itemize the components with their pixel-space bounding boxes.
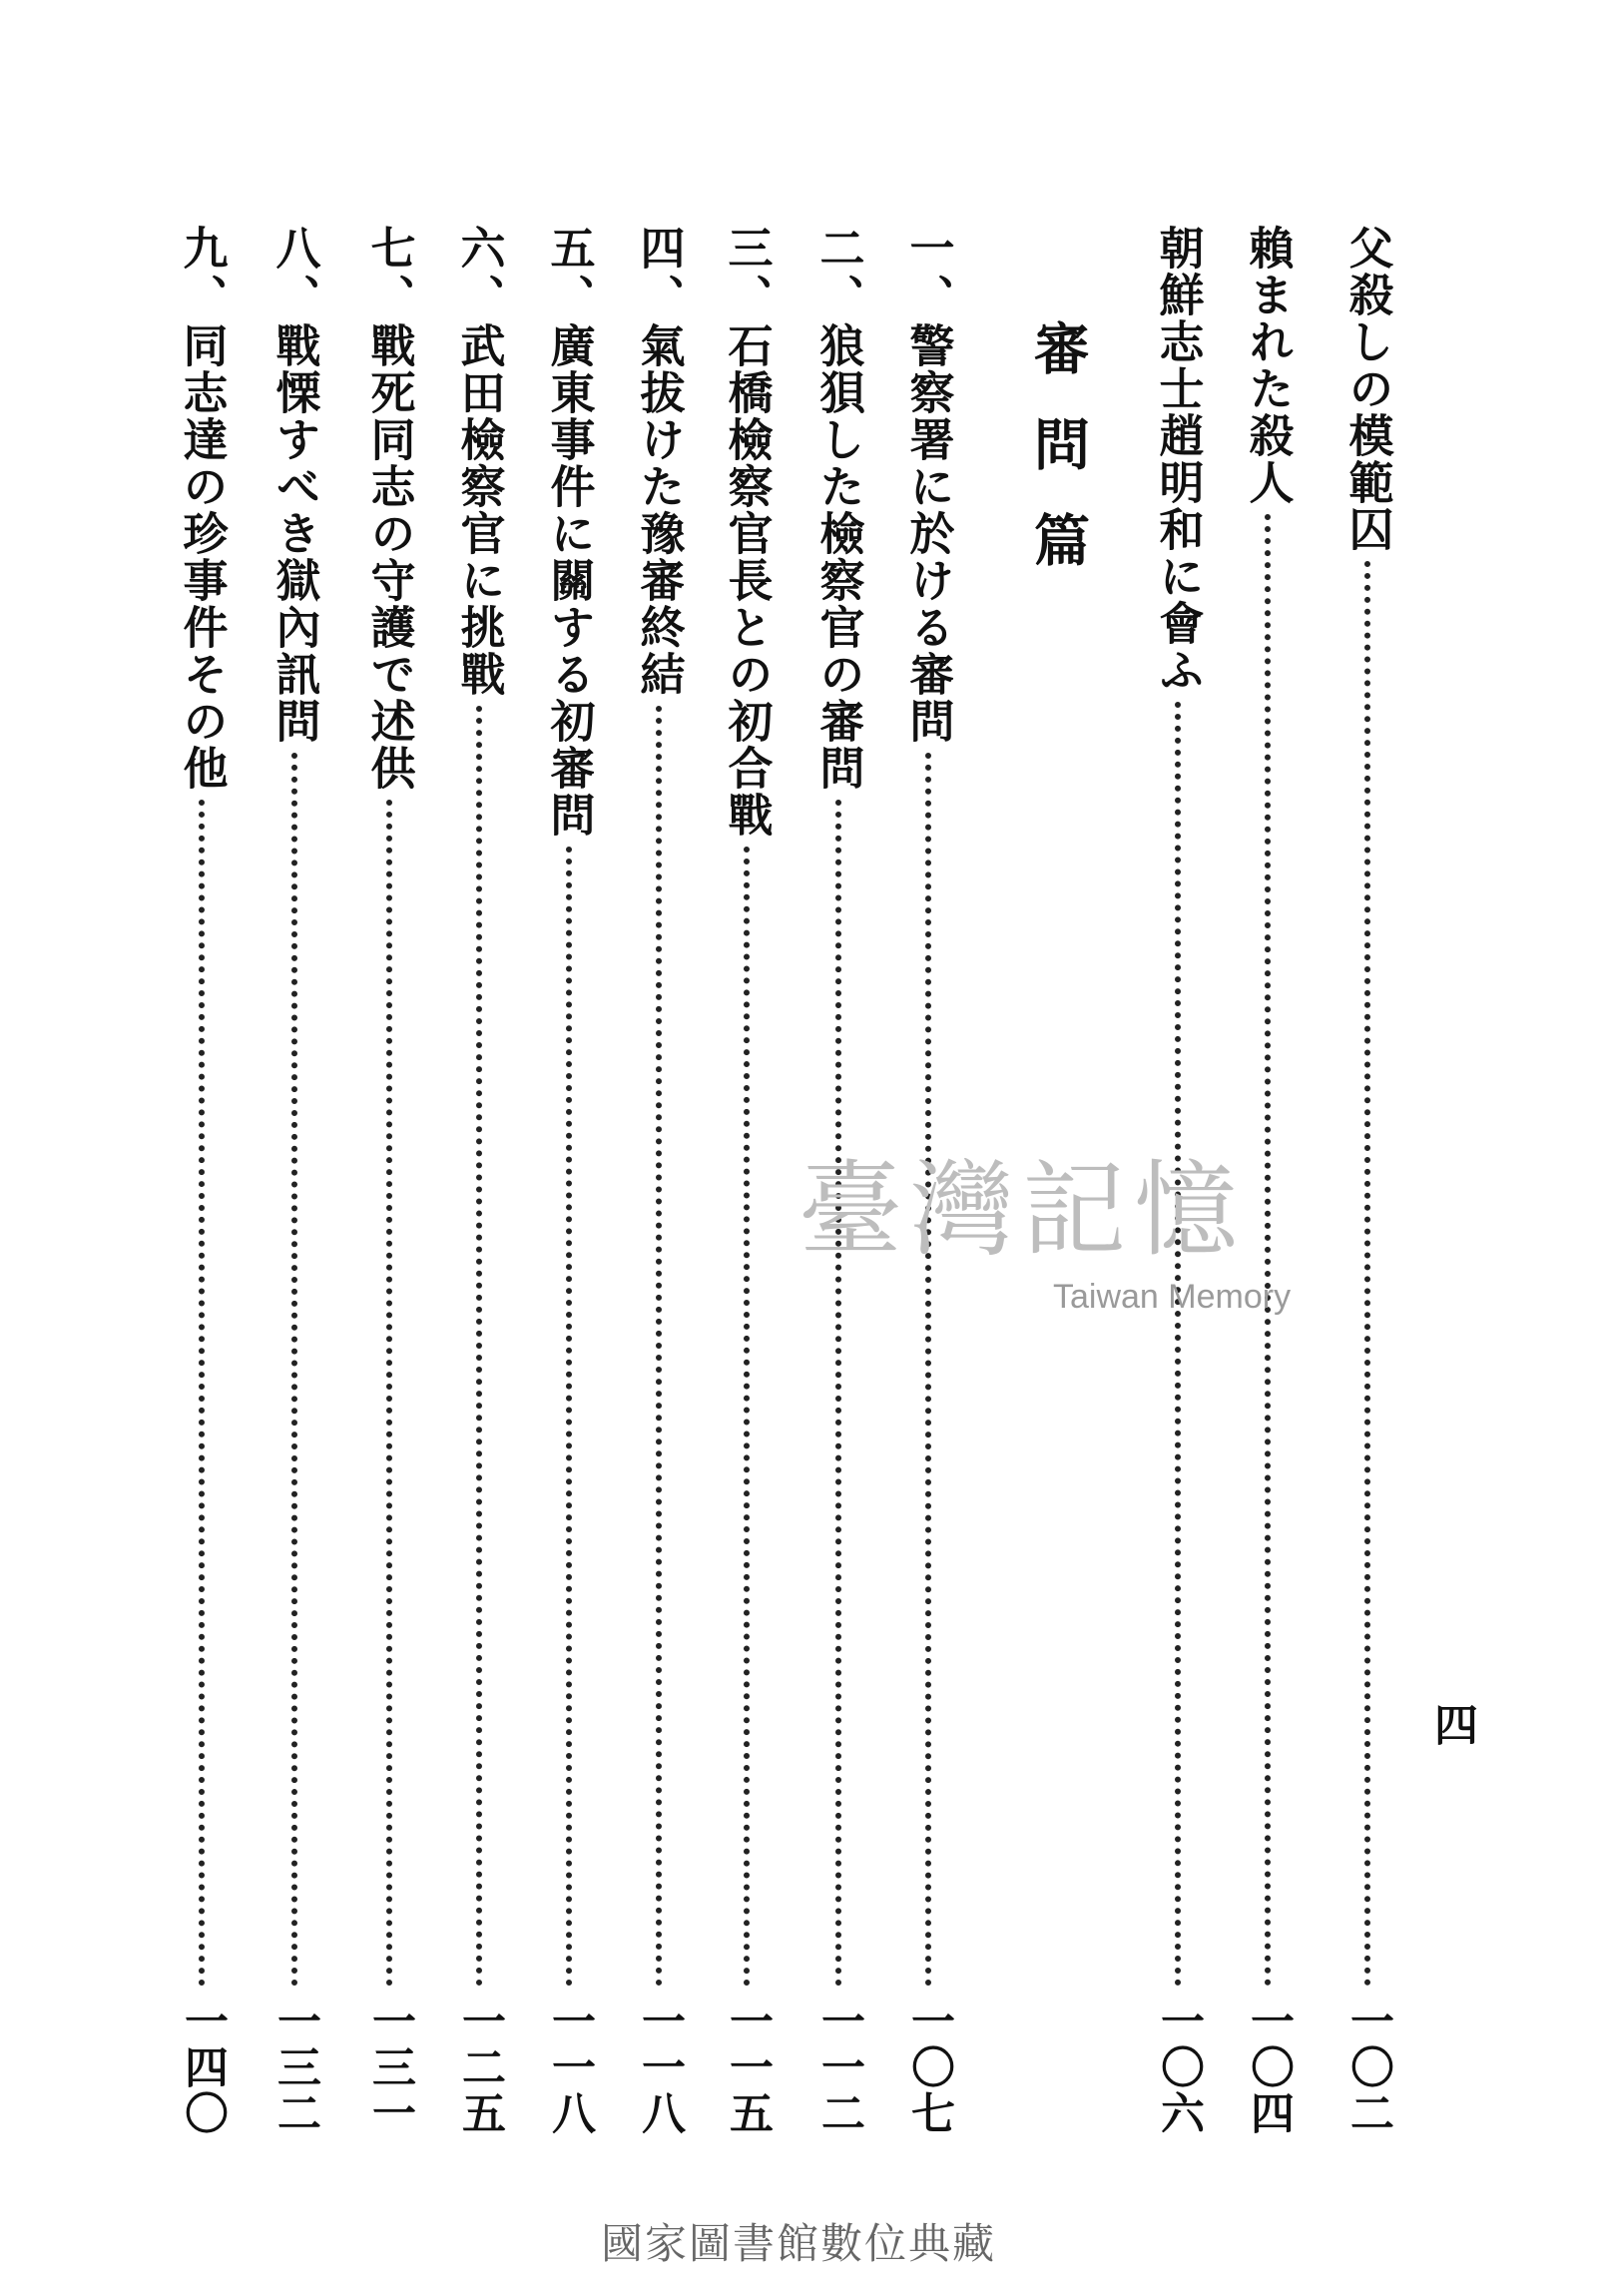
toc-entry-title: 同志達の珍事件その他: [175, 322, 229, 792]
toc-entry-number: 八、: [267, 225, 321, 322]
toc-leader-dots: [656, 706, 662, 1987]
toc-entry[interactable]: [808, 225, 868, 2136]
toc-entry[interactable]: [1337, 225, 1397, 2136]
footer-archive-label: 國家圖書館數位典藏: [600, 2219, 996, 2268]
toc-entry-title: 石橋檢察官長との初合戰: [720, 322, 774, 839]
toc-leader-dots: [744, 847, 750, 1987]
toc-entry-title: 狼狽した檢察官の審問: [811, 322, 865, 792]
toc-entry-number: 一、: [901, 225, 955, 322]
toc-entry-title: 武田檢察官に挑戰: [452, 322, 506, 698]
toc-leader-dots: [476, 706, 482, 1987]
toc-entry-page: 一二五: [454, 1999, 505, 2136]
page-number: 四: [1426, 1702, 1477, 1746]
toc-entry[interactable]: [449, 225, 509, 2136]
toc-entry-page: 一〇六: [1153, 1999, 1204, 2136]
toc-entry[interactable]: [717, 225, 777, 2136]
toc-entry-title: 賴まれた殺人: [1241, 225, 1295, 506]
toc-entry-number: 七、: [362, 225, 416, 322]
toc-leader-dots: [835, 800, 841, 1987]
watermark-english-text: Taiwan Memory: [1053, 1278, 1292, 1316]
toc-entry-title: 朝鮮志士趙明和に會ふ: [1151, 225, 1205, 694]
toc-entry-title: 戰死同志の守護で述供: [362, 322, 416, 792]
toc-entry[interactable]: [265, 225, 324, 2136]
section-heading: 審問篇: [1025, 319, 1091, 607]
toc-leader-dots: [291, 753, 297, 1987]
toc-entry-number: 三、: [720, 225, 774, 322]
toc-entry-number: 二、: [811, 225, 865, 322]
toc-entry-page: 一〇七: [903, 1999, 954, 2136]
toc-leader-dots: [566, 847, 572, 1987]
toc-entry[interactable]: [539, 225, 599, 2136]
toc-entry-number: 六、: [452, 225, 506, 322]
toc-leader-dots: [925, 753, 931, 1987]
toc-entry-title: 氣拔けた豫審終結: [632, 322, 686, 698]
toc-entry-number: 四、: [632, 225, 686, 322]
toc-entry-page: 一四〇: [177, 1999, 228, 2136]
toc-leader-dots: [1265, 514, 1271, 1987]
toc-entry-page: 一一五: [722, 1999, 773, 2136]
toc-leader-dots: [1364, 561, 1370, 1987]
toc-entry-page: 一三二: [269, 1999, 320, 2136]
toc-entry-page: 一一八: [544, 1999, 595, 2136]
toc-leader-dots: [1175, 702, 1181, 1987]
toc-entry-page: 一〇四: [1243, 1999, 1294, 2136]
toc-entry[interactable]: [359, 225, 419, 2136]
toc-entry[interactable]: [1148, 225, 1208, 2136]
toc-entry-title: 戰慄すべき獄內訊問: [267, 322, 321, 745]
toc-entry[interactable]: [629, 225, 689, 2136]
toc-leader-dots: [386, 800, 392, 1987]
toc-entry-page: 一〇二: [1342, 1999, 1393, 2136]
toc-entry[interactable]: [1238, 225, 1298, 2136]
toc-entry[interactable]: [172, 225, 232, 2136]
toc-entry-page: 一三一: [364, 1999, 415, 2136]
toc-leader-dots: [199, 800, 205, 1987]
toc-entry-title: 父殺しの模範囚: [1340, 225, 1394, 553]
toc-entry-page: 一一八: [634, 1999, 685, 2136]
toc-entry-number: 五、: [542, 225, 596, 322]
toc-entry-number: 九、: [175, 225, 229, 322]
toc-entry-title: 廣東事件に關する初審問: [542, 322, 596, 839]
toc-entry[interactable]: [898, 225, 958, 2136]
watermark-chinese-text: 臺灣記憶: [798, 1149, 1247, 1271]
toc-entry-page: 一一二: [813, 1999, 864, 2136]
toc-entry-title: 警察署に於ける審問: [901, 322, 955, 745]
